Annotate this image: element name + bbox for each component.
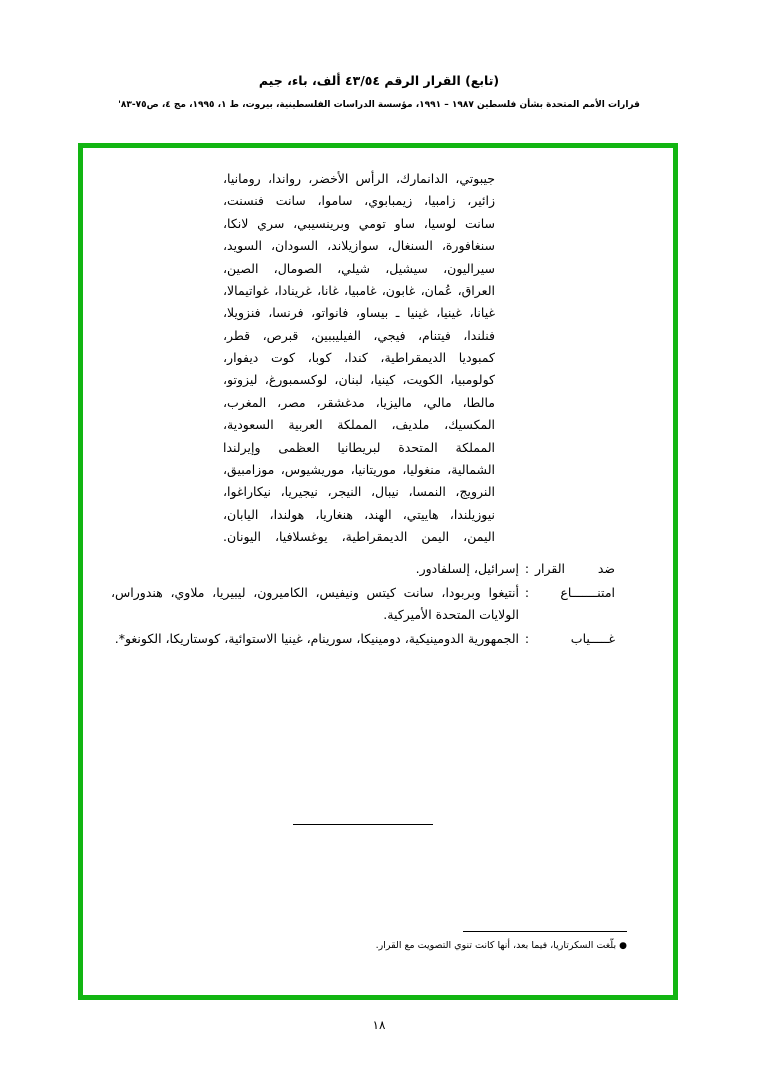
footnote-text: بلّغت السكرتاريا، فيما بعد، أنها كانت تنوي التصويت مع القرار. xyxy=(375,939,617,951)
country-list-paragraph: جيبوتي، الدانمارك، الرأس الأخضر، رواندا، رومانيا، زائير، زامبيا، زيمبابوي، ساموا، سانت فنسنت، سانت لوسيا، ساو تومي وبرينسيبي، سري لانكا، سنغافورة، السنغال، سوازيلاند، السودان، السويد، سيراليون، سيشيل، شيلي، الصومال، الصين، العراق، عُمان، غابون، غامبيا، غانا، غرينادا، غواتيمالا، غيانا، غينيا، غينيا ـ بيساو، فانواتو، فرنسا، فنزويلا، فنلندا، فيتنام، فيجي، الفيليببين، قبرص، قطر، كمبوديا الديمقراطية، كندا، كوبا، كوت ديفوار، كولومبيا، الكويت، كينيا، لبنان، لوكسمبورغ، ليزوتو، مالطا، مالي، ماليزيا، مدغشقر، مصر، المغرب، المكسيك، ملديف، المملكة العربية السعودية، المملكة المتحدة لبريطانيا العظمى وإيرلندا الشمالية، منغوليا، موريتانيا، موريشيوس، موزامبيق، النرويج، النمسا، نيبال، النيجر، نيجيريا، نيكاراغوا، نيوزيلندا، هاييتي، الهند، هنغاريا، هولندا، اليابان، اليمن، اليمن الديمقراطية، يوغسلافيا، اليونان. xyxy=(223,171,495,544)
vote-row-against xyxy=(111,558,615,580)
vote-value-absent: الجمهورية الدومينيكية، دومينيكا، سورينام، غينيا الاستوائية، كوستاريكا، الكونغو*. xyxy=(114,631,519,646)
section-divider xyxy=(83,810,673,829)
vote-row-absent xyxy=(111,628,615,650)
document-header xyxy=(0,72,758,111)
frame-content xyxy=(83,168,673,652)
vote-breakdown xyxy=(111,558,615,650)
vote-row-abstain xyxy=(111,582,615,626)
footnote-block xyxy=(83,931,673,954)
vote-colon-abstain: : xyxy=(524,585,530,601)
footnote-row xyxy=(111,939,627,954)
footnote-divider xyxy=(463,931,627,932)
divider-line xyxy=(293,824,433,825)
vote-label-against: ضد القرار xyxy=(535,561,615,577)
vote-colon-absent: : xyxy=(524,631,530,646)
vote-value-abstain: أنتيغوا وبربودا، سانت كيتس ونيفيس، الكاميرون، ليبيريا، ملاوي، هندوراس، الولايات المتحدة الأميركية. xyxy=(111,585,519,623)
page-number: ١٨ xyxy=(372,1018,386,1032)
green-content-frame xyxy=(78,143,678,1000)
document-title: (تابع) القرار الرقم ٤٣/٥٤ ألف، باء، جيم xyxy=(258,73,500,88)
vote-colon-against: : xyxy=(524,561,530,577)
vote-label-absent: غـــــياب xyxy=(570,631,615,646)
vote-value-against: إسرائيل، إلسلفادور. xyxy=(415,561,519,577)
footnote-bullet-icon: ● xyxy=(619,940,627,951)
document-source-citation: قرارات الأمم المتحدة بشأن فلسطين ١٩٨٧ – ١٩٩١، مؤسسة الدراسات الفلسطينية، بيروت، ط ١، ١٩٩٥، مج ٤، ص٧٥-٨٣' xyxy=(118,99,640,110)
vote-label-abstain: امتنـــــــاع xyxy=(560,585,615,601)
